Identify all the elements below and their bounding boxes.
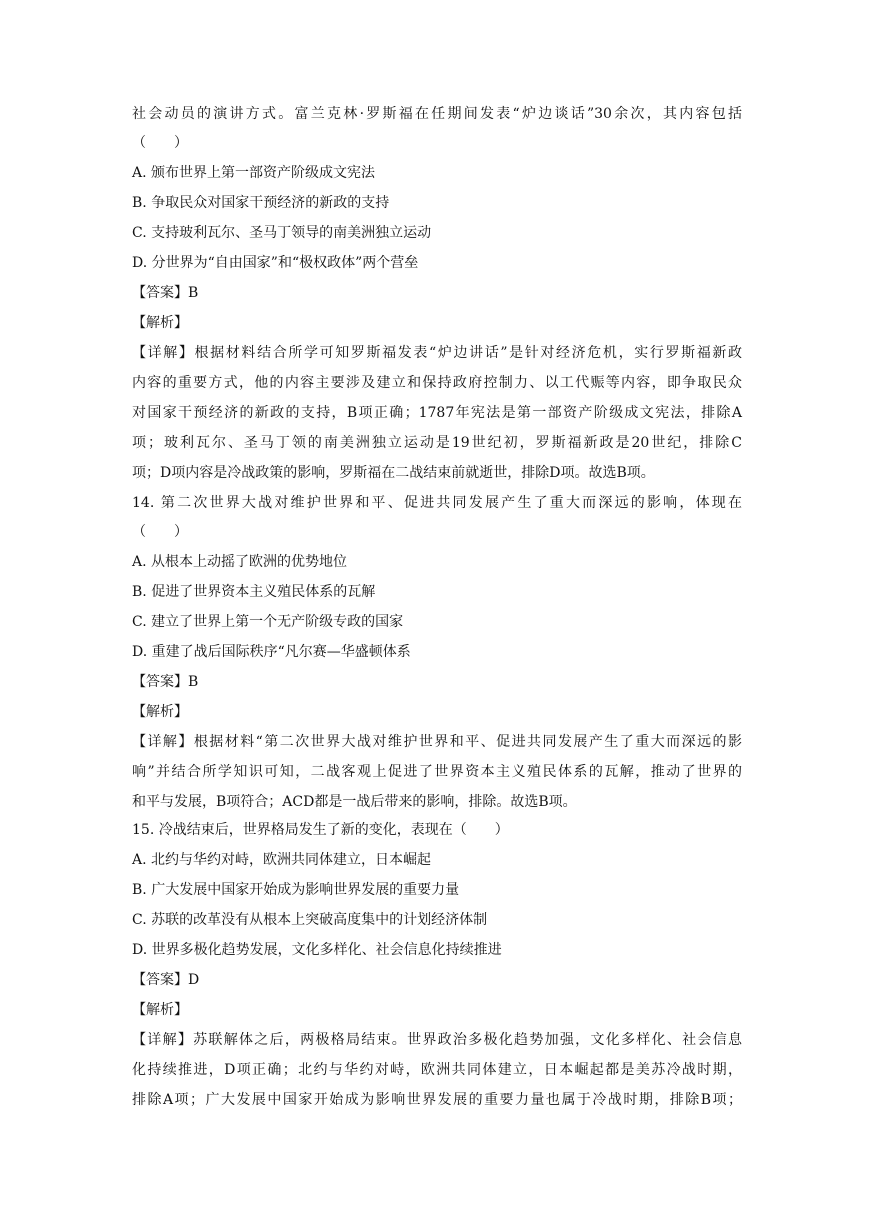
- q15-option-d: D. 世界多极化趋势发展，文化多样化、社会信息化持续推进: [132, 942, 502, 958]
- q14-option-a: A. 从根本上动摇了欧洲的优势地位: [132, 554, 348, 570]
- q15-detail-line-3: 排除A项；广大发展中国家开始成为影响世界发展的重要力量也属于冷战时期，排除B项；: [132, 1092, 742, 1108]
- q15-option-c: C. 苏联的改革没有从根本上突破高度集中的计划经济体制: [132, 912, 488, 928]
- q13-detail-line-4: 项；玻利瓦尔、圣马丁领的南美洲独立运动是19世纪初，罗斯福新政是20世纪，排除C: [132, 435, 742, 451]
- q13-option-c: C. 支持玻利瓦尔、圣马丁领导的南美洲独立运动: [132, 225, 432, 241]
- q13-detail-line-1: 【详解】根据材料结合所学可知罗斯福发表“炉边讲话”是针对经济危机，实行罗斯福新政: [132, 345, 742, 361]
- q13-paren: （ ）: [132, 135, 188, 151]
- q13-detail-line-2: 内容的重要方式，他的内容主要涉及建立和保持政府控制力、以工代赈等内容，即争取民众: [132, 375, 742, 391]
- q14-stem: 14. 第二次世界大战对维护世界和平、促进共同发展产生了重大而深远的影响，体现在: [132, 495, 742, 511]
- q13-option-b: B. 争取民众对国家干预经济的新政的支持: [132, 195, 390, 211]
- q14-option-b: B. 促进了世界资本主义殖民体系的瓦解: [132, 584, 376, 600]
- q13-stem-end: 社会动员的演讲方式。富兰克林·罗斯福在任期间发表“炉边谈话”30余次，其内容包括: [132, 106, 742, 122]
- q14-answer: 【答案】B: [132, 674, 199, 690]
- q15-stem: 15. 冷战结束后，世界格局发生了新的变化，表现在（ ）: [132, 822, 509, 838]
- q15-answer: 【答案】D: [132, 972, 200, 988]
- q13-option-a: A. 颁布世界上第一部资产阶级成文宪法: [132, 165, 376, 181]
- q13-detail-line-3: 对国家干预经济的新政的支持，B项正确；1787年宪法是第一部资产阶级成文宪法，排除A: [132, 405, 742, 421]
- q14-analysis-label: 【解析】: [132, 704, 188, 720]
- q15-option-a: A. 北约与华约对峙，欧洲共同体建立，日本崛起: [132, 852, 432, 868]
- q14-detail-line-2: 响”并结合所学知识可知，二战客观上促进了世界资本主义殖民体系的瓦解，推动了世界的: [132, 764, 742, 780]
- q13-analysis-label: 【解析】: [132, 315, 188, 331]
- q15-detail-line-1: 【详解】苏联解体之后，两极格局结束。世界政治多极化趋势加强，文化多样化、社会信息: [132, 1032, 742, 1048]
- q15-option-b: B. 广大发展中国家开始成为影响世界发展的重要力量: [132, 882, 460, 898]
- q14-detail-line-1: 【详解】根据材料“第二次世界大战对维护世界和平、促进共同发展产生了重大而深远的影: [132, 734, 742, 750]
- q13-option-d: D. 分世界为“自由国家”和“极权政体”两个营垒: [132, 255, 419, 271]
- q15-detail-line-2: 化持续推进，D项正确；北约与华约对峙，欧洲共同体建立，日本崛起都是美苏冷战时期，: [132, 1062, 742, 1078]
- q13-answer: 【答案】B: [132, 285, 199, 301]
- q13-detail-line-5: 项；D项内容是冷战政策的影响，罗斯福在二战结束前就逝世，排除D项。故选B项。: [132, 465, 655, 481]
- q14-detail-line-3: 和平与发展，B项符合；ACD都是一战后带来的影响，排除。故选B项。: [132, 794, 577, 810]
- q14-option-d: D. 重建了战后国际秩序“凡尔赛—华盛顿体系: [132, 644, 411, 660]
- q15-analysis-label: 【解析】: [132, 1002, 188, 1018]
- q14-option-c: C. 建立了世界上第一个无产阶级专政的国家: [132, 614, 404, 630]
- q14-paren: （ ）: [132, 524, 188, 540]
